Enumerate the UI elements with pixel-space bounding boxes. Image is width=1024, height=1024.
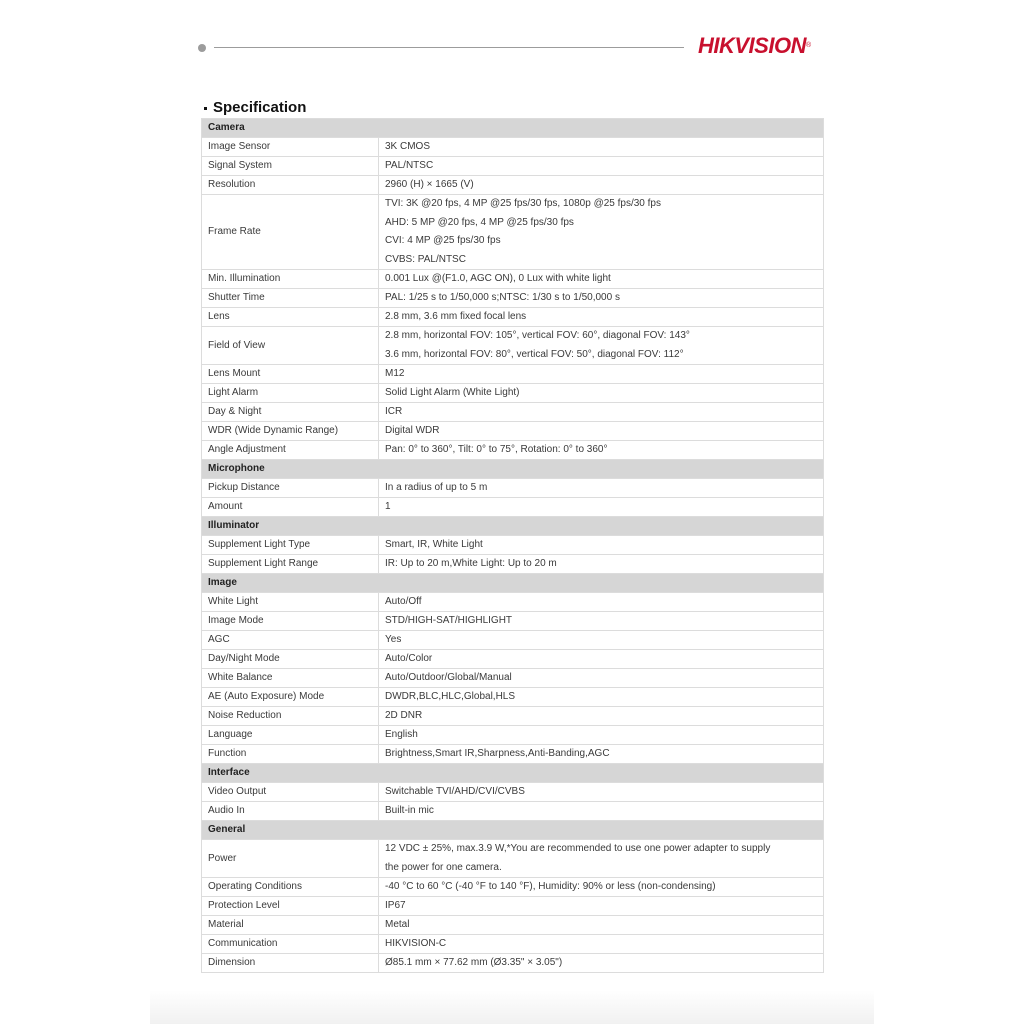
spec-label: Shutter Time [202, 289, 379, 308]
spec-value [379, 631, 824, 650]
header-dot [198, 44, 206, 52]
spec-row [202, 612, 824, 631]
section-header: Microphone [202, 460, 824, 479]
section-header-row [202, 574, 824, 593]
spec-value-line: the power for one camera. [385, 861, 502, 873]
spec-label: WDR (Wide Dynamic Range) [202, 422, 379, 441]
section-header: Interface [202, 764, 824, 783]
spec-value [379, 441, 824, 460]
spec-value [379, 707, 824, 726]
spec-row [202, 365, 824, 384]
spec-value [379, 157, 824, 176]
spec-label: Video Output [202, 783, 379, 802]
spec-row [202, 138, 824, 157]
spec-row [202, 536, 824, 555]
spec-label: Audio In [202, 802, 379, 821]
section-header-row [202, 119, 824, 138]
spec-value [379, 327, 824, 365]
spec-label: Power [202, 840, 379, 878]
spec-label: AGC [202, 631, 379, 650]
spec-value-line: IP67 [385, 900, 406, 911]
spec-row [202, 479, 824, 498]
spec-value [379, 536, 824, 555]
spec-value-line: 2960 (H) × 1665 (V) [385, 179, 474, 190]
spec-label: Dimension [202, 954, 379, 973]
spec-value [379, 138, 824, 157]
page-title: Specification [213, 98, 307, 116]
spec-value [379, 612, 824, 631]
spec-value-line: In a radius of up to 5 m [385, 482, 488, 493]
spec-row [202, 916, 824, 935]
page-bottom-shade [150, 990, 874, 1024]
section-header: Camera [202, 119, 824, 138]
spec-value-line: CVBS: PAL/NTSC [385, 253, 466, 265]
spec-label: White Light [202, 593, 379, 612]
spec-label: Image Sensor [202, 138, 379, 157]
section-header: General [202, 821, 824, 840]
spec-value-line: ICR [385, 406, 403, 417]
spec-row [202, 593, 824, 612]
spec-value [379, 669, 824, 688]
spec-value-line: DWDR,BLC,HLC,Global,HLS [385, 691, 516, 702]
spec-label: AE (Auto Exposure) Mode [202, 688, 379, 707]
spec-value-line: CVI: 4 MP @25 fps/30 fps [385, 235, 501, 246]
spec-row [202, 441, 824, 460]
spec-label: Operating Conditions [202, 878, 379, 897]
spec-row [202, 669, 824, 688]
spec-row [202, 650, 824, 669]
spec-value-line: Digital WDR [385, 425, 440, 436]
spec-value [379, 954, 824, 973]
section-header-row [202, 764, 824, 783]
spec-value-line: Ø85.1 mm × 77.62 mm (Ø3.35" × 3.05") [385, 957, 563, 968]
spec-value [379, 479, 824, 498]
spec-value-line: HIKVISION-C [385, 938, 447, 949]
spec-label: Supplement Light Range [202, 555, 379, 574]
spec-label: Day & Night [202, 403, 379, 422]
spec-value-line: TVI: 3K @20 fps, 4 MP @25 fps/30 fps, 1080p @25 fps/30 fps [385, 198, 661, 209]
spec-value-line: -40 °C to 60 °C (-40 °F to 140 °F), Humidity: 90% or less (non-condensing) [385, 881, 716, 892]
spec-value-line: Solid Light Alarm (White Light) [385, 387, 520, 398]
section-header: Image [202, 574, 824, 593]
spec-row [202, 935, 824, 954]
spec-label: Min. Illumination [202, 270, 379, 289]
spec-label: Communication [202, 935, 379, 954]
spec-value [379, 593, 824, 612]
spec-value [379, 365, 824, 384]
spec-label: Field of View [202, 327, 379, 365]
spec-row [202, 954, 824, 973]
spec-value [379, 745, 824, 764]
spec-label: White Balance [202, 669, 379, 688]
spec-value [379, 650, 824, 669]
spec-row [202, 783, 824, 802]
spec-row [202, 195, 824, 270]
spec-value [379, 403, 824, 422]
spec-value [379, 498, 824, 517]
spec-value [379, 195, 824, 270]
spec-value-line: 0.001 Lux @(F1.0, AGC ON), 0 Lux with white light [385, 273, 611, 284]
spec-value-line: Pan: 0° to 360°, Tilt: 0° to 75°, Rotation: 0° to 360° [385, 444, 608, 455]
spec-value [379, 802, 824, 821]
brand-logo [698, 33, 811, 59]
spec-label: Protection Level [202, 897, 379, 916]
spec-row [202, 631, 824, 650]
spec-value-line: Auto/Off [385, 596, 422, 607]
spec-value-line: Switchable TVI/AHD/CVI/CVBS [385, 786, 525, 797]
section-heading [204, 97, 306, 117]
spec-value-line: Yes [385, 634, 402, 645]
spec-label: Image Mode [202, 612, 379, 631]
spec-value-line: Metal [385, 919, 410, 930]
spec-value-line: IR: Up to 20 m,White Light: Up to 20 m [385, 558, 557, 569]
spec-row [202, 802, 824, 821]
spec-label: Light Alarm [202, 384, 379, 403]
spec-row [202, 289, 824, 308]
header-rule [214, 47, 684, 48]
section-header-row [202, 821, 824, 840]
spec-row [202, 327, 824, 365]
spec-value-line: Built-in mic [385, 805, 434, 816]
spec-value [379, 726, 824, 745]
spec-row [202, 745, 824, 764]
spec-row [202, 157, 824, 176]
spec-label: Lens [202, 308, 379, 327]
spec-row [202, 897, 824, 916]
spec-row [202, 726, 824, 745]
spec-value [379, 897, 824, 916]
spec-value-line: Smart, IR, White Light [385, 539, 483, 550]
specification-table-body [202, 119, 824, 973]
spec-value-line: PAL/NTSC [385, 160, 434, 171]
section-header-row [202, 517, 824, 536]
spec-value-line: STD/HIGH-SAT/HIGHLIGHT [385, 615, 513, 626]
spec-value [379, 384, 824, 403]
spec-label: Frame Rate [202, 195, 379, 270]
spec-row [202, 878, 824, 897]
spec-row [202, 176, 824, 195]
spec-label: Language [202, 726, 379, 745]
spec-value [379, 555, 824, 574]
spec-value [379, 176, 824, 195]
spec-value-line: M12 [385, 368, 405, 379]
spec-row [202, 707, 824, 726]
spec-value [379, 289, 824, 308]
spec-row [202, 403, 824, 422]
spec-row [202, 308, 824, 327]
spec-value-line: 2.8 mm, 3.6 mm fixed focal lens [385, 311, 527, 322]
spec-value [379, 916, 824, 935]
spec-label: Noise Reduction [202, 707, 379, 726]
spec-label: Pickup Distance [202, 479, 379, 498]
section-header-row [202, 460, 824, 479]
spec-value-line: 3K CMOS [385, 141, 431, 152]
spec-row [202, 688, 824, 707]
spec-value-line: PAL: 1/25 s to 1/50,000 s;NTSC: 1/30 s to 1/50,000 s [385, 292, 620, 303]
spec-label: Amount [202, 498, 379, 517]
spec-value-line: 1 [385, 501, 391, 512]
spec-value [379, 878, 824, 897]
spec-label: Day/Night Mode [202, 650, 379, 669]
spec-value [379, 840, 824, 878]
spec-value [379, 308, 824, 327]
spec-value-line: Brightness,Smart IR,Sharpness,Anti-Banding,AGC [385, 748, 610, 759]
spec-label: Lens Mount [202, 365, 379, 384]
spec-row [202, 384, 824, 403]
spec-value [379, 422, 824, 441]
spec-row [202, 555, 824, 574]
spec-row [202, 840, 824, 878]
spec-value-line: AHD: 5 MP @20 fps, 4 MP @25 fps/30 fps [385, 216, 574, 228]
spec-value [379, 688, 824, 707]
bullet-icon [204, 107, 207, 110]
spec-row [202, 498, 824, 517]
spec-value [379, 935, 824, 954]
spec-value-line: 3.6 mm, horizontal FOV: 80°, vertical FOV: 50°, diagonal FOV: 112° [385, 348, 684, 360]
spec-label: Angle Adjustment [202, 441, 379, 460]
spec-value-line: 12 VDC ± 25%, max.3.9 W,*You are recommended to use one power adapter to supply [385, 843, 771, 854]
spec-label: Signal System [202, 157, 379, 176]
brand-logo-mark: ® [805, 42, 811, 49]
specification-table [201, 118, 824, 973]
spec-label: Supplement Light Type [202, 536, 379, 555]
spec-value-line: 2D DNR [385, 710, 423, 721]
spec-label: Material [202, 916, 379, 935]
spec-value-line: 2.8 mm, horizontal FOV: 105°, vertical FOV: 60°, diagonal FOV: 143° [385, 330, 690, 341]
spec-value-line: Auto/Outdoor/Global/Manual [385, 672, 512, 683]
spec-value [379, 783, 824, 802]
spec-row [202, 422, 824, 441]
section-header: Illuminator [202, 517, 824, 536]
spec-label: Resolution [202, 176, 379, 195]
spec-row [202, 270, 824, 289]
brand-logo-text: HIKVISION [698, 33, 806, 58]
spec-value [379, 270, 824, 289]
spec-value-line: English [385, 729, 418, 740]
spec-label: Function [202, 745, 379, 764]
spec-value-line: Auto/Color [385, 653, 433, 664]
